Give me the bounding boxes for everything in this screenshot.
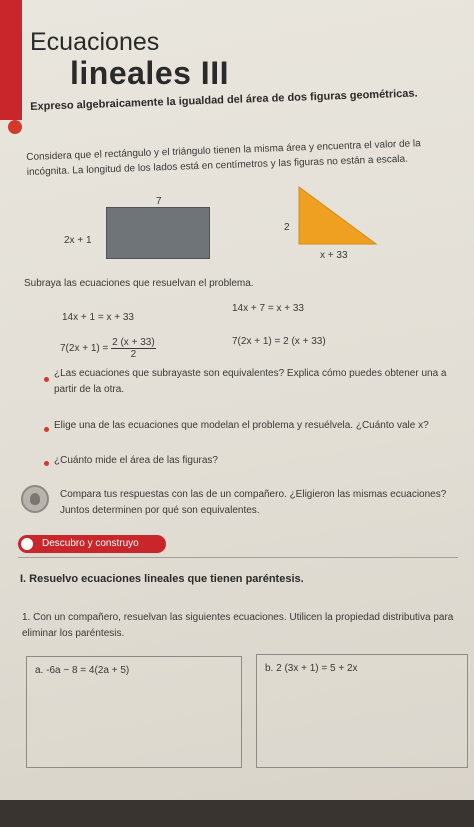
- pair-work-icon: [21, 485, 49, 513]
- bullet-icon: [44, 427, 49, 432]
- equation-2: 14x + 7 = x + 33: [232, 303, 304, 314]
- equation-3-denominator: 2: [130, 349, 137, 360]
- divider: [18, 557, 458, 558]
- underline-instruction: Subraya las ecuaciones que resuelvan el problema.: [24, 278, 254, 289]
- equation-3-numerator: 2 (x + 33): [112, 337, 155, 348]
- rectangle-figure: [106, 207, 210, 259]
- rectangle-top-label: 7: [156, 196, 162, 207]
- question-solve: Elige una de las ecuaciones que modelan el problema y resuélvela. ¿Cuánto vale x?: [54, 420, 429, 431]
- bullet-icon: [44, 377, 49, 382]
- triangle-base-label: x + 33: [320, 250, 348, 261]
- triangle-side-label: 2: [284, 222, 290, 233]
- exercise-a-answer-box[interactable]: [26, 656, 242, 768]
- question-equivalence: ¿Las ecuaciones que subrayaste son equivalentes? Explica cómo puedes obtener una a partir de la otra.: [54, 368, 447, 395]
- triangle-figure: [298, 186, 378, 248]
- question-area: ¿Cuánto mide el área de las figuras?: [54, 455, 218, 466]
- bullet-icon: [44, 461, 49, 466]
- part-1-heading: I. Resuelvo ecuaciones lineales que tienen paréntesis.: [20, 573, 304, 585]
- rectangle-side-label: 2x + 1: [64, 235, 92, 246]
- exercise-b-equation: b. 2 (3x + 1) = 5 + 2x: [265, 663, 358, 674]
- exercise-1-instruction: 1. Con un compañero, resuelvan las siguientes ecuaciones. Utilicen la propiedad distributiva para eliminar los paréntesis.: [22, 612, 454, 639]
- compare-instruction: Compara tus respuestas con las de un compañero. ¿Eligieron las mismas ecuaciones? Juntos determinen por qué son equivalentes.: [60, 489, 447, 516]
- banner-icon: [21, 538, 33, 550]
- banner-label: Descubro y construyo: [42, 538, 139, 549]
- exercise-a-equation: a. -6a − 8 = 4(2a + 5): [35, 665, 130, 676]
- exercise-b-answer-box[interactable]: [256, 654, 468, 768]
- equation-3: [60, 337, 156, 360]
- equation-4: 7(2x + 1) = 2 (x + 33): [232, 336, 326, 347]
- equation-1: 14x + 1 = x + 33: [62, 312, 134, 323]
- red-margin-tab: [0, 0, 22, 120]
- section-banner: [18, 535, 166, 553]
- title-line-2: lineales III: [70, 55, 229, 91]
- title-line-1: Ecuaciones: [30, 28, 160, 56]
- problem-intro: Considera que el rectángulo y el triángulo tienen la misma área y encuentra el valor de la incógnita. La longitud de los lados está en centímetros y las figuras no están a escala.: [26, 138, 421, 178]
- section-arrow-icon: [8, 120, 22, 134]
- equation-3-fraction: [111, 337, 156, 360]
- equation-3-left: 7(2x + 1) =: [60, 343, 109, 355]
- section-subtitle: Expreso algebraicamente la igualdad del área de dos figuras geométricas.: [30, 87, 418, 113]
